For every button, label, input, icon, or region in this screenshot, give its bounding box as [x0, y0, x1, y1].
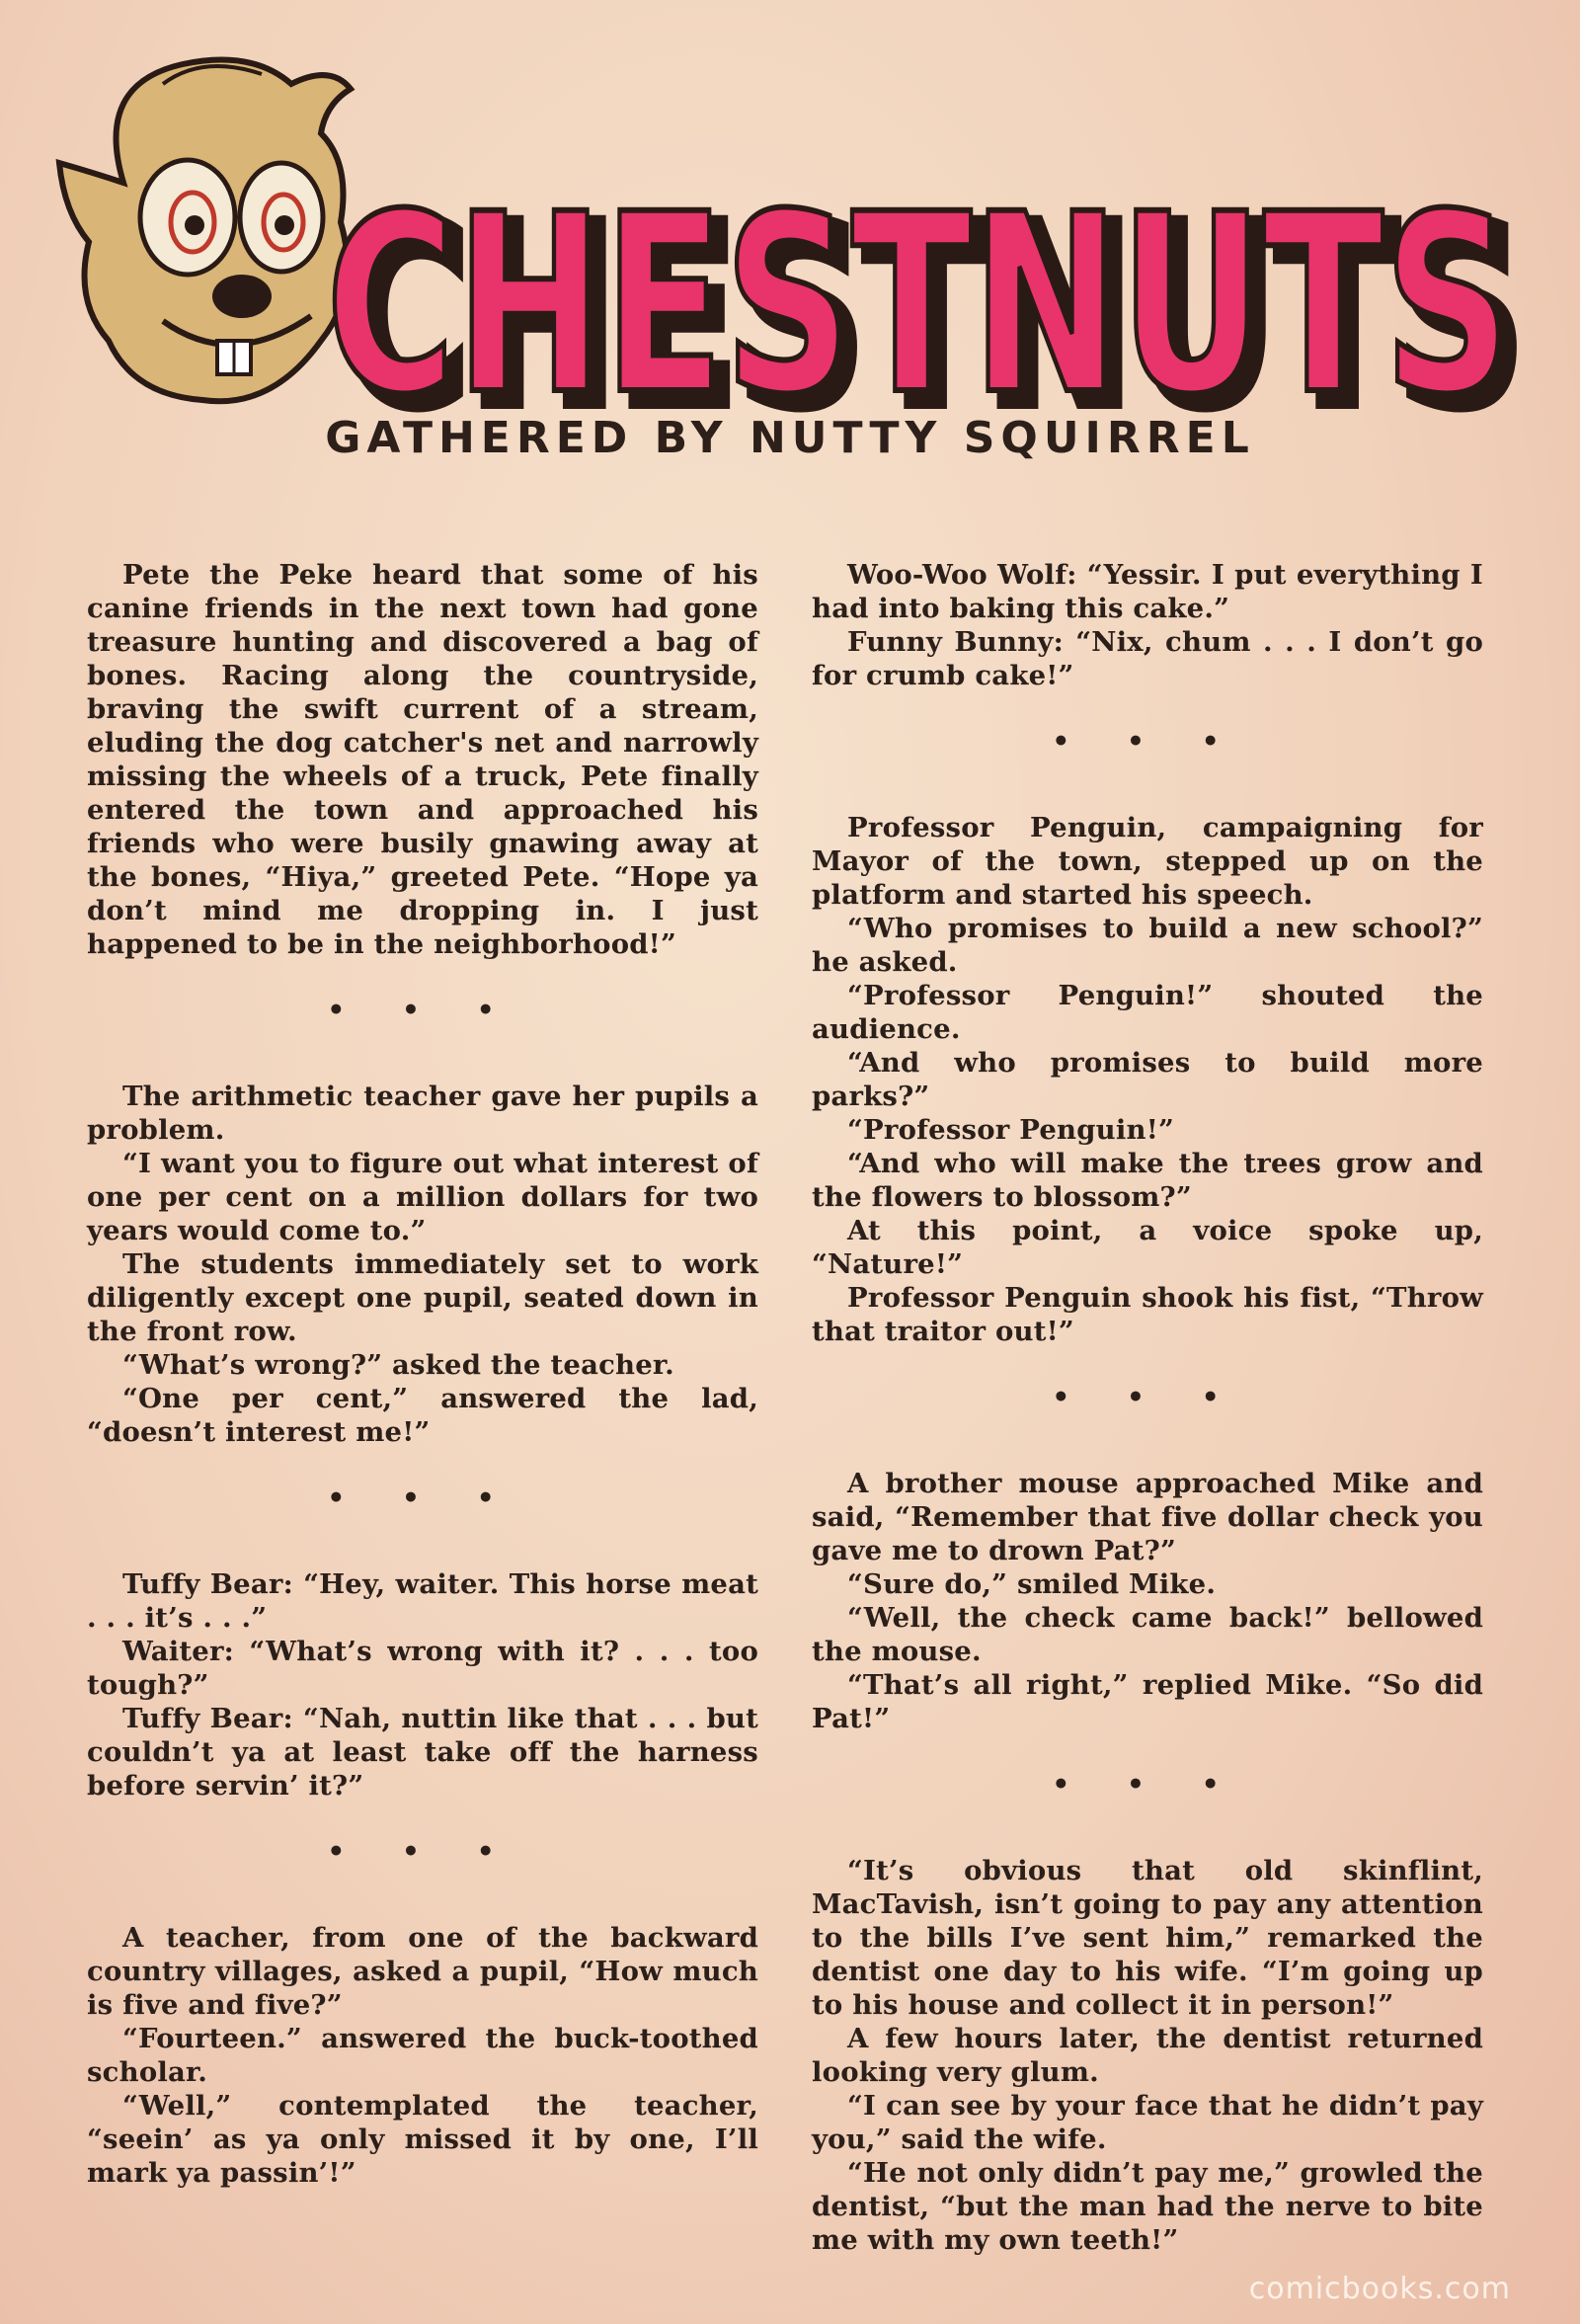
separator-dots: • • •	[1052, 725, 1243, 758]
story-paragraph: Woo-Woo Wolf: “Yessir. I put everything I had into baking this cake.”	[812, 559, 1483, 624]
story-paragraph: “One per cent,” answered the lad, “doesn’t interest me!”	[87, 1383, 758, 1448]
story-paragraph: “And who promises to build more parks?”	[812, 1047, 1483, 1112]
story-paragraph: Professor Penguin, campaigning for Mayor of the town, stepped up on the platform and started his speech.	[812, 812, 1483, 911]
story-paragraph: A brother mouse approached Mike and said, “Remember that five dollar check you gave me to drown Pat?”	[812, 1468, 1483, 1566]
story-paragraph: “I can see by your face that he didn’t pay you,” said the wife.	[812, 2090, 1483, 2155]
story-paragraph: Waiter: “What’s wrong with it? . . . too tough?”	[87, 1636, 758, 1701]
story-paragraph: “Well, the check came back!” bellowed the mouse.	[812, 1602, 1483, 1667]
separator-dots: • • •	[327, 1835, 518, 1868]
story-paragraph: A teacher, from one of the backward country villages, asked a pupil, “How much is five and five?”	[87, 1922, 758, 2021]
story-paragraph: “Professor Penguin!” shouted the audience.	[812, 980, 1483, 1045]
story-paragraph: Funny Bunny: “Nix, chum . . . I don’t go for crumb cake!”	[812, 626, 1483, 691]
story-paragraph: Professor Penguin shook his fist, “Throw that traitor out!”	[812, 1282, 1483, 1347]
story-paragraph: “It’s obvious that old skinflint, MacTavish, isn’t going to pay any attention to the bills I’ve sent him,” remarked the dentist one day to his wife. “I’m going up to his house and collect it in person!”	[812, 1855, 1483, 2021]
story-paragraph: “Sure do,” smiled Mike.	[847, 1568, 1217, 1600]
page-header	[0, 0, 1580, 514]
separator-dots: • • •	[327, 1482, 518, 1514]
separator-dots: • • •	[1052, 1381, 1243, 1413]
watermark: comicbooks.com	[1248, 2272, 1511, 2306]
story-paragraph: “Professor Penguin!”	[847, 1114, 1175, 1146]
story-paragraph: “Fourteen.” answered the buck-toothed scholar.	[87, 2023, 758, 2088]
chestnuts-title-logo	[296, 119, 1540, 444]
separator-dots: • • •	[1052, 1768, 1243, 1801]
story-paragraph: At this point, a voice spoke up, “Nature!”	[812, 1215, 1483, 1280]
page-subtitle: GATHERED BY NUTTY SQUIRREL	[325, 413, 1255, 463]
story-paragraph: A few hours later, the dentist returned looking very glum.	[812, 2023, 1483, 2088]
story-paragraph: Pete the Peke heard that some of his canine friends in the next town had gone treasure hunting and discovered a bag of bones. Racing along the countryside, braving the swift current of a stream, eluding the dog catcher's net and narrowly missing the wheels of a truck, Pete finally entered the town and approached his friends who were busily gnawing away at the bones, “Hiya,” greeted Pete. “Hope ya don’t mind me dropping in. I just happened to be in the neighborhood!”	[87, 559, 758, 960]
story-paragraph: The students immediately set to work diligently except one pupil, seated down in the front row.	[87, 1248, 758, 1347]
page-title: CHESTNUTS	[326, 161, 1511, 444]
separator-dots: • • •	[327, 994, 518, 1026]
title-shadow: CHESTNUTS	[340, 173, 1525, 444]
story-paragraph: Tuffy Bear: “Hey, waiter. This horse meat . . . it’s . . .”	[87, 1568, 758, 1634]
story-paragraph: The arithmetic teacher gave her pupils a problem.	[87, 1081, 758, 1146]
story-paragraph: Tuffy Bear: “Nah, nuttin like that . . . but couldn’t ya at least take off the harness before servin’ it?”	[87, 1703, 758, 1802]
story-paragraph: “I want you to figure out what interest of one per cent on a million dollars for two years would come to.”	[87, 1148, 758, 1246]
left-column	[87, 558, 758, 2190]
story-paragraph: “That’s all right,” replied Mike. “So did Pat!”	[812, 1669, 1483, 1734]
story-paragraph: “Well,” contemplated the teacher, “seein’ as ya only missed it by one, I’ll mark ya passin’!”	[87, 2090, 758, 2189]
story-paragraph: “And who will make the trees grow and the flowers to blossom?”	[812, 1148, 1483, 1213]
right-column	[812, 558, 1483, 2257]
story-paragraph: “He not only didn’t pay me,” growled the dentist, “but the man had the nerve to bite me with my own teeth!”	[812, 2157, 1483, 2256]
story-paragraph: “What’s wrong?” asked the teacher.	[122, 1349, 674, 1381]
story-paragraph: “Who promises to build a new school?” he asked.	[812, 913, 1483, 978]
